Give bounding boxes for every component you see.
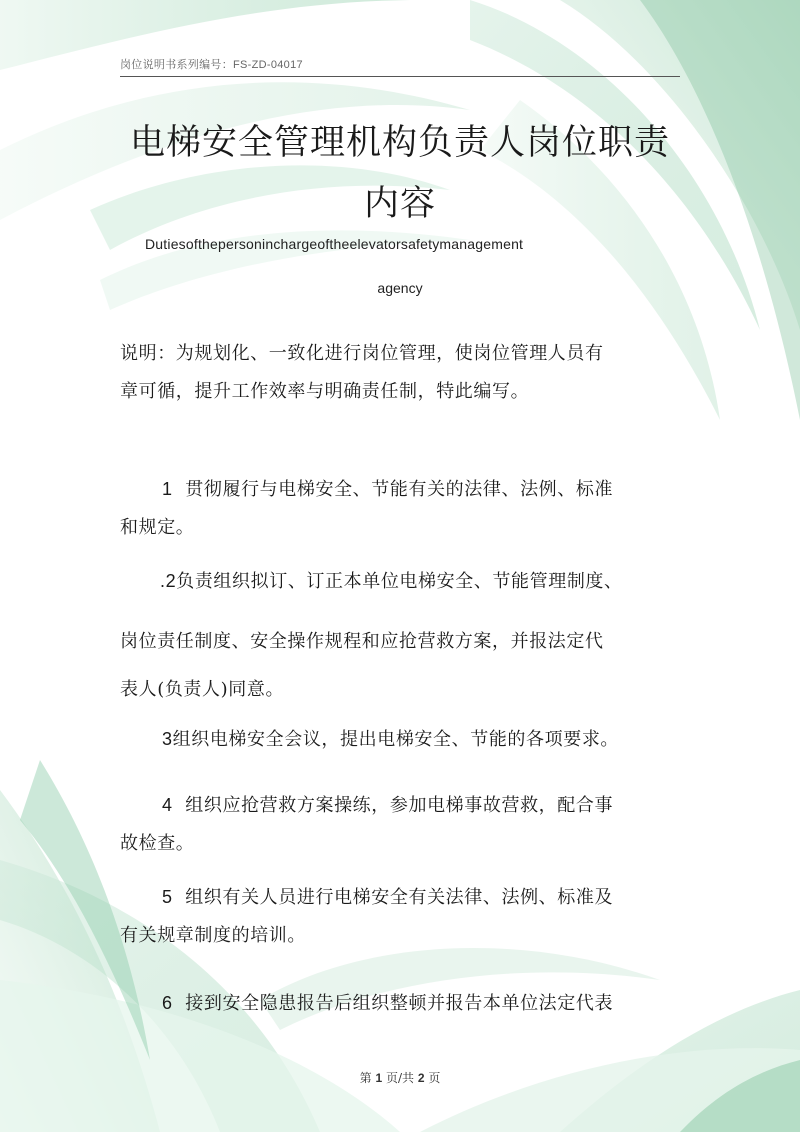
duty-number: 3 <box>162 729 173 749</box>
duty-number: 4 <box>162 795 173 815</box>
english-subtitle-line-2: agency <box>377 280 423 296</box>
duty-text: 负责组织拟订、订正本单位电梯安全、节能管理制度、 <box>176 571 623 592</box>
duty-item-3 <box>120 720 630 759</box>
document-title-line-2: 内容 <box>363 184 436 224</box>
footer-separator: 页/共 <box>385 1071 415 1085</box>
duty-number: 1 <box>162 479 173 499</box>
footer-prefix: 第 <box>359 1071 372 1085</box>
duty-item-6 <box>120 984 630 1023</box>
duty-text-continued: 岗位责任制度、安全操作规程和应抢营救方案，并报法定代 <box>120 631 604 652</box>
page-footer <box>0 1069 800 1086</box>
total-page-number: 2 <box>417 1071 425 1085</box>
intro-paragraph <box>120 335 630 411</box>
duty-number: .2 <box>160 571 177 591</box>
current-page-number: 1 <box>375 1071 383 1085</box>
duty-text-continued: 表人(负责人)同意。 <box>120 679 285 700</box>
duty-text-continued: 和规定。 <box>120 517 195 538</box>
duty-text-continued: 故检查。 <box>120 833 195 854</box>
duty-text-continued: 有关规章制度的培训。 <box>120 925 306 946</box>
duty-text: 贯彻履行与电梯安全、节能有关的法律、法例、标准 <box>185 479 614 500</box>
duty-number: 5 <box>162 887 173 907</box>
duty-number: 6 <box>162 993 173 1013</box>
duty-item-4 <box>120 786 630 863</box>
footer-suffix: 页 <box>428 1071 441 1085</box>
duty-text: 组织电梯安全会议，提出电梯安全、节能的各项要求。 <box>172 729 620 750</box>
duty-text: 接到安全隐患报告后组织整顿并报告本单位法定代表 <box>185 993 614 1014</box>
document-title-line-1: 电梯安全管理机构负责人岗位职责 <box>129 123 670 163</box>
duty-text: 组织有关人员进行电梯安全有关法律、法例、标准及 <box>185 887 614 908</box>
header-divider <box>120 76 680 77</box>
series-code: FS-ZD-04017 <box>233 59 303 71</box>
duty-item-5 <box>120 878 630 955</box>
duty-item-2 <box>120 562 630 709</box>
document-series-header <box>120 56 303 72</box>
duty-item-1 <box>120 470 630 547</box>
intro-line-1: 说明：为规划化、一致化进行岗位管理，使岗位管理人员有 <box>120 343 604 364</box>
series-label: 岗位说明书系列编号： <box>120 58 233 71</box>
english-subtitle-line-1: Dutiesofthepersoninchargeoftheelevatorsafetymanagement <box>145 236 524 252</box>
intro-line-2: 章可循，提升工作效率与明确责任制，特此编写。 <box>120 381 530 402</box>
duty-text: 组织应抢营救方案操练，参加电梯事故营救，配合事 <box>185 795 614 816</box>
